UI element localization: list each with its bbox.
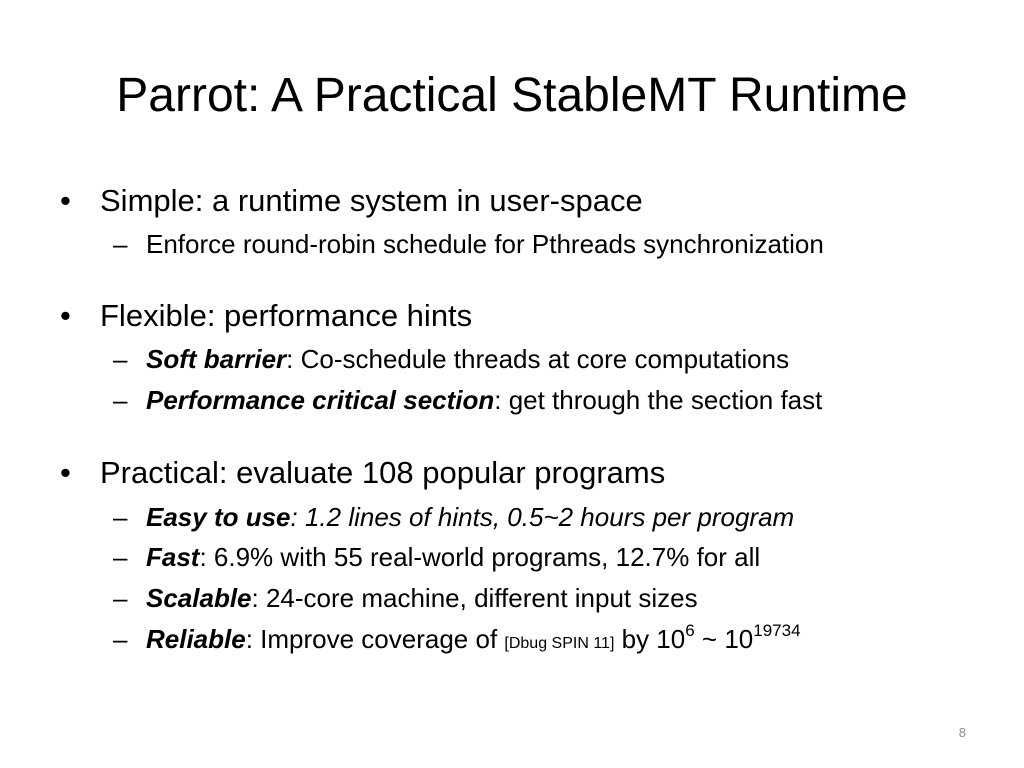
dash-glyph: – bbox=[113, 502, 128, 532]
sub-item-rest: : 6.9% with 55 real-world programs, 12.7% for all bbox=[199, 542, 761, 572]
bullet-text: Practical: evaluate 108 popular programs bbox=[100, 455, 666, 490]
dash-glyph: – bbox=[113, 624, 128, 654]
dash-glyph: – bbox=[113, 385, 128, 415]
dash-glyph: – bbox=[113, 229, 128, 259]
bullet-glyph: • bbox=[60, 455, 71, 490]
bullet-glyph: • bbox=[60, 298, 71, 333]
sub-item-rest: : Co-schedule threads at core computations bbox=[286, 344, 790, 374]
sub-item-term: Fast bbox=[146, 542, 200, 572]
sub-item-scalable bbox=[113, 582, 698, 614]
dash-glyph: – bbox=[113, 542, 128, 572]
sub-item-critical-section bbox=[113, 384, 823, 416]
exponent-high: 19734 bbox=[753, 621, 801, 640]
bullet-item-practical bbox=[60, 454, 666, 492]
sub-item-rest: : 1.2 lines of hints, 0.5~2 hours per program bbox=[290, 502, 795, 532]
sub-item-term: Easy to use bbox=[146, 502, 291, 532]
sub-item-term: Reliable bbox=[146, 624, 246, 654]
sub-item-tilde: ~ 10 bbox=[694, 624, 754, 654]
page-number: 8 bbox=[958, 725, 966, 740]
sub-item-by: by 10 bbox=[614, 624, 686, 654]
bullet-text: Flexible: performance hints bbox=[100, 298, 473, 333]
bullet-item-simple bbox=[60, 182, 643, 220]
citation: [Dbug SPIN 11] bbox=[504, 635, 615, 652]
exponent-low: 6 bbox=[685, 621, 695, 640]
sub-item-rest: : get through the section fast bbox=[494, 385, 823, 415]
sub-item-easy-to-use bbox=[113, 501, 795, 533]
sub-item-reliable bbox=[113, 621, 801, 660]
sub-item-soft-barrier bbox=[113, 343, 790, 375]
sub-item-term: Scalable bbox=[146, 583, 252, 613]
sub-item-fast bbox=[113, 541, 761, 573]
dash-glyph: – bbox=[113, 583, 128, 613]
sub-item-enforce bbox=[113, 228, 824, 260]
sub-item-term: Soft barrier bbox=[146, 344, 287, 374]
bullet-glyph: • bbox=[60, 183, 71, 218]
sub-item-rest: : Improve coverage of bbox=[245, 624, 505, 654]
slide-title: Parrot: A Practical StableMT Runtime bbox=[116, 69, 908, 122]
sub-item-rest: : 24-core machine, different input sizes bbox=[251, 583, 698, 613]
sub-item-term: Performance critical section bbox=[146, 385, 495, 415]
bullet-item-flexible bbox=[60, 297, 473, 335]
dash-glyph: – bbox=[113, 344, 128, 374]
bullet-text: Simple: a runtime system in user-space bbox=[100, 183, 643, 218]
sub-item-text: Enforce round-robin schedule for Pthreads synchronization bbox=[146, 229, 824, 259]
